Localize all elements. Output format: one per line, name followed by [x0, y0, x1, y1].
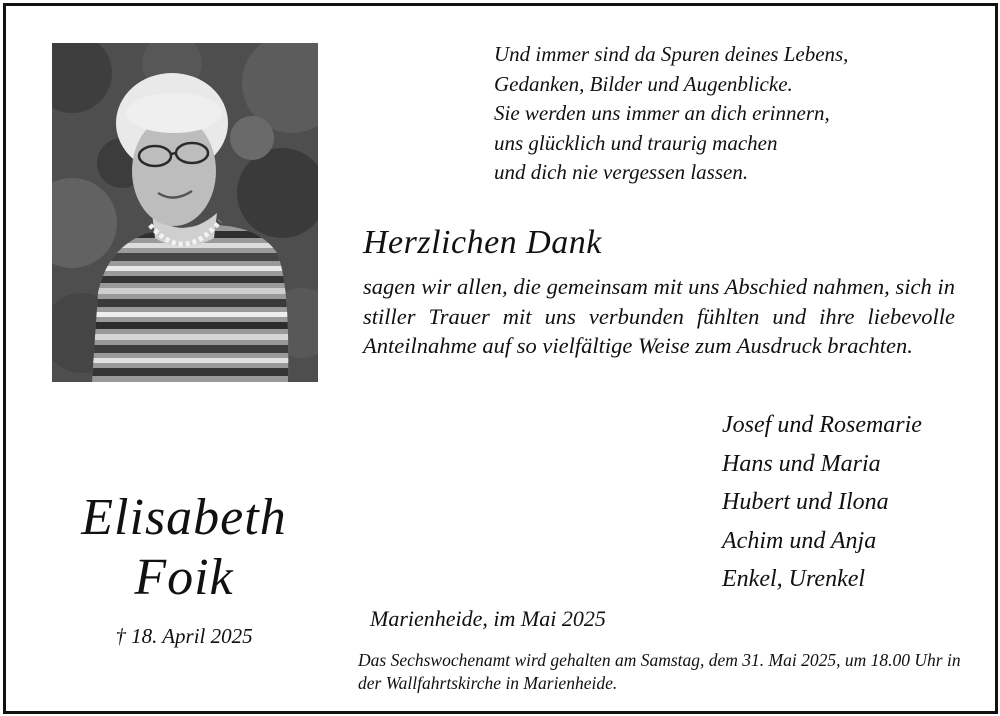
- family-name: Josef und Rosemarie: [722, 412, 922, 438]
- thanks-heading: Herzlichen Dank: [363, 224, 602, 261]
- obituary-card: [3, 3, 998, 714]
- portrait-photo: [52, 43, 318, 382]
- portrait-photo-image: [52, 43, 318, 382]
- deceased-last-name: Foik: [134, 549, 234, 606]
- family-name: Hans und Maria: [722, 450, 881, 477]
- poem-line: Sie werden uns immer an dich erinnern,: [494, 101, 830, 125]
- family-names: [722, 406, 922, 599]
- family-name: Achim und Anja: [722, 527, 877, 554]
- poem-line: Und immer sind da Spuren deines Lebens,: [494, 42, 849, 66]
- poem-line: und dich nie vergessen lassen.: [494, 160, 749, 184]
- poem-line: uns glücklich und traurig machen: [494, 130, 778, 155]
- family-name: Enkel, Urenkel: [722, 566, 866, 592]
- poem: [494, 40, 848, 188]
- service-note: Das Sechswochenamt wird gehalten am Samstag, dem 31. Mai 2025, um 18.00 Uhr in der Wallfahrtskirche in Marienheide.: [358, 650, 961, 693]
- place-date: Marienheide, im Mai 2025: [370, 606, 606, 631]
- family-name: Hubert und Ilona: [722, 489, 889, 515]
- poem-line: Gedanken, Bilder und Augenblicke.: [494, 71, 793, 96]
- thanks-text: sagen wir allen, die gemeinsam mit uns Abschied nahmen, sich in stiller Trauer mit uns verbunden fühlten und ihre liebevolle Anteilnahme auf so vielfältige Weise zum Ausdruck brachten.: [363, 274, 955, 358]
- death-date: † 18. April 2025: [115, 624, 253, 648]
- deceased-name: [46, 488, 322, 608]
- deceased-first-name: Elisabeth: [81, 489, 287, 546]
